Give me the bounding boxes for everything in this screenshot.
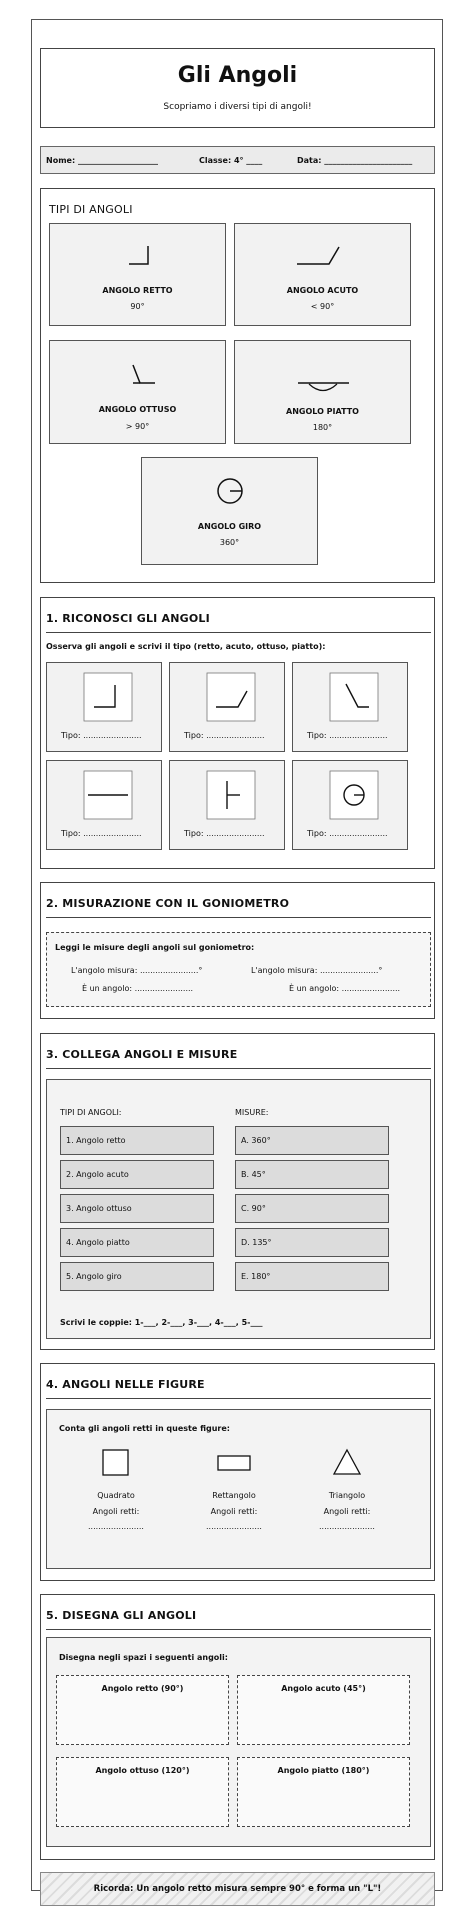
s5-instruction: Disegna negli spazi i seguenti angoli: <box>59 1653 228 1662</box>
page-title: Gli Angoli <box>177 63 298 88</box>
figure-name: Quadrato <box>97 1491 135 1500</box>
acute-angle-icon <box>235 224 412 327</box>
classe-field[interactable]: Classe: 4° ____ <box>199 156 263 165</box>
card-retto-label: ANGOLO RETTO <box>102 286 173 295</box>
tipo-answer-field[interactable]: Tipo: ....................... <box>184 731 265 740</box>
full-angle-icon <box>142 458 319 566</box>
draw-area-label: Angolo acuto (45°) <box>281 1684 366 1693</box>
section-tipi <box>40 188 435 583</box>
tipo-answer-field[interactable]: Tipo: ....................... <box>184 829 265 838</box>
draw-area[interactable] <box>237 1675 410 1745</box>
recognize-card <box>46 662 162 752</box>
triangle-shape <box>334 1450 360 1474</box>
footer-note <box>40 1872 435 1906</box>
tipo-answer-field[interactable]: Tipo: ....................... <box>307 731 388 740</box>
match-right-item[interactable]: A. 360° <box>235 1126 389 1155</box>
figures-shapes <box>47 1410 432 1570</box>
tipo-right[interactable]: È un angolo: ....................... <box>289 984 401 993</box>
match-panel <box>46 1079 431 1339</box>
figure-name: Triangolo <box>328 1491 366 1500</box>
info-row <box>40 146 435 174</box>
section-5 <box>40 1594 435 1860</box>
recognize-card <box>292 760 408 850</box>
card-acuto-value: < 90° <box>310 302 335 311</box>
draw-area-label: Angolo ottuso (120°) <box>95 1766 190 1775</box>
card-ottuso-value: > 90° <box>125 422 150 431</box>
figure-count-label: Angoli retti: <box>210 1507 258 1516</box>
figure-count-field[interactable]: ...................... <box>88 1522 144 1531</box>
s3-heading: 3. COLLEGA ANGOLI E MISURE <box>46 1048 238 1061</box>
figure-count-field[interactable]: ...................... <box>206 1522 262 1531</box>
figure-name: Rettangolo <box>212 1491 256 1500</box>
figure-count-label: Angoli retti: <box>92 1507 140 1516</box>
card-piatto <box>234 340 411 444</box>
recognize-card <box>169 760 285 850</box>
match-right-item[interactable]: E. 180° <box>235 1262 389 1291</box>
page-subtitle: Scopriamo i diversi tipi di angoli! <box>163 102 312 112</box>
header-banner <box>40 48 435 128</box>
s4-instruction: Conta gli angoli retti in queste figure: <box>59 1424 230 1433</box>
section-4 <box>40 1363 435 1581</box>
section-2 <box>40 882 435 1019</box>
s5-heading: 5. DISEGNA GLI ANGOLI <box>46 1609 197 1622</box>
match-left-item[interactable]: 1. Angolo retto <box>60 1126 214 1155</box>
card-giro <box>141 457 318 565</box>
s4-heading: 4. ANGOLI NELLE FIGURE <box>46 1378 205 1391</box>
match-left-item[interactable]: 4. Angolo piatto <box>60 1228 214 1257</box>
figures-panel <box>46 1409 431 1569</box>
col-right-title: MISURE: <box>235 1108 269 1117</box>
match-left-item[interactable]: 2. Angolo acuto <box>60 1160 214 1189</box>
card-piatto-value: 180° <box>312 423 333 432</box>
right-angle-icon <box>50 224 227 327</box>
match-right-item[interactable]: B. 45° <box>235 1160 389 1189</box>
card-giro-value: 360° <box>219 538 240 547</box>
s2-heading: 2. MISURAZIONE CON IL GONIOMETRO <box>46 897 290 910</box>
recognize-card <box>292 662 408 752</box>
draw-area[interactable] <box>56 1757 229 1827</box>
figure-count-field[interactable]: ...................... <box>319 1522 375 1531</box>
figure-count-label: Angoli retti: <box>323 1507 371 1516</box>
tipo-answer-field[interactable]: Tipo: ....................... <box>61 731 142 740</box>
card-retto <box>49 223 226 326</box>
card-ottuso <box>49 340 226 444</box>
rectangle-shape <box>218 1456 250 1470</box>
s2-instruction: Leggi le misure degli angoli sul goniometro: <box>55 943 255 952</box>
card-giro-label: ANGOLO GIRO <box>197 522 262 531</box>
card-piatto-label: ANGOLO PIATTO <box>286 407 359 416</box>
card-ottuso-label: ANGOLO OTTUSO <box>98 405 177 414</box>
misura-right[interactable]: L'angolo misura: .......................° <box>251 966 383 975</box>
tipi-heading: TIPI DI ANGOLI <box>49 203 133 216</box>
col-left-title: TIPI DI ANGOLI: <box>60 1108 122 1117</box>
square-shape <box>103 1450 128 1475</box>
card-acuto <box>234 223 411 326</box>
s1-instruction: Osserva gli angoli e scrivi il tipo (retto, acuto, ottuso, piatto): <box>46 642 326 651</box>
recognize-card <box>169 662 285 752</box>
draw-panel <box>46 1637 431 1847</box>
misura-left[interactable]: L'angolo misura: .......................° <box>71 966 203 975</box>
nome-field[interactable]: Nome: ____________________ <box>46 156 158 165</box>
match-left-item[interactable]: 3. Angolo ottuso <box>60 1194 214 1223</box>
draw-area[interactable] <box>237 1757 410 1827</box>
tipo-answer-field[interactable]: Tipo: ....................... <box>307 829 388 838</box>
goniometro-box <box>46 932 431 1007</box>
draw-area[interactable] <box>56 1675 229 1745</box>
footer-text: Ricorda: Un angolo retto misura sempre 90° e forma un "L"! <box>93 1884 382 1894</box>
s1-heading: 1. RICONOSCI GLI ANGOLI <box>46 612 210 625</box>
data-field[interactable]: Data: ______________________ <box>297 156 413 165</box>
draw-area-label: Angolo retto (90°) <box>101 1684 184 1693</box>
tipo-answer-field[interactable]: Tipo: ....................... <box>61 829 142 838</box>
section-1 <box>40 597 435 869</box>
draw-area-label: Angolo piatto (180°) <box>277 1766 370 1775</box>
card-retto-value: 90° <box>130 302 145 311</box>
match-right-item[interactable]: D. 135° <box>235 1228 389 1257</box>
recognize-card <box>46 760 162 850</box>
match-right-item[interactable]: C. 90° <box>235 1194 389 1223</box>
tipo-left[interactable]: È un angolo: ....................... <box>82 984 194 993</box>
section-3 <box>40 1033 435 1350</box>
coppie-field[interactable]: Scrivi le coppie: 1-___, 2-___, 3-___, 4-___, 5-___ <box>60 1318 263 1327</box>
worksheet <box>31 19 443 1894</box>
card-acuto-label: ANGOLO ACUTO <box>286 286 359 295</box>
match-left-item[interactable]: 5. Angolo giro <box>60 1262 214 1291</box>
